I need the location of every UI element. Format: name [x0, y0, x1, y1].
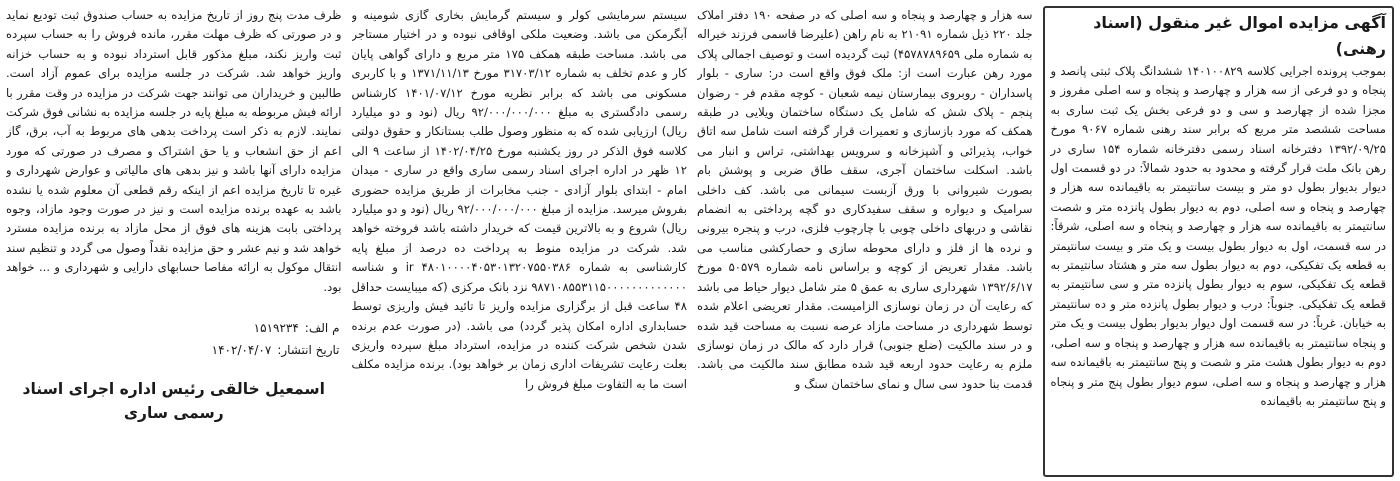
- reference-label: م الف:: [304, 321, 340, 336]
- column-3: [352, 6, 688, 477]
- reference-number: ۱۵۱۹۲۳۴: [253, 321, 299, 336]
- reference-row: [6, 317, 340, 339]
- column-1-text: بموجب پرونده اجرایی کلاسه ۱۴۰۱۰۰۸۲۹ ششدانگ پلاک ثبتی پانصد و پنجاه و دو فرعی از سه هزار و چهارصد و پنجاه و سه اصلی مفروز و مجزا شده از چهارصد و سی و دو فرعی بخش یک ثبت ساری به مساحت ششصد متر مربع که برابر سند رهنی شماره ۹۰۶۷ مورخ ۱۳۹۲/۰۹/۲۵ دفترخانه اسناد رسمی دفترخانه شماره ۱۵۴ ساری در رهن بانک ملت قرار گرفته و محدود به حدود شمالاً: در دو قسمت اول دیوار بدیوار بطول دو متر و بیست سانتیمتر به باقیمانده سه هزار و چهارصد و پنجاه و سه اصلی، دوم به دیوار بطول پانزده متر و شصت سانتیمتر به باقیمانده سه هزار و چهارصد و پنجاه و سه اصلی، شرقاً: در سه قسمت، اول به دیوار بطول بیست و یک متر و بیست سانتیمتر به قطعه یک تفکیکی، دوم به دیوار بطول سه متر و هشتاد سانتیمتر به قطعه یک تفکیکی، سوم به دیوار بطول پانزده متر و سی سانتیمتر به قطعه یک تفکیکی. جنوباً: درب و دیوار بطول پانزده متر و ده سانتیمتر به خیابان. غرباً: در سه قسمت اول دیوار بدیوار بطول بیست و یک متر و پنجاه سانتیمتر به باقیمانده سه هزار و چهارصد و پنجاه و سه اصلی، دوم به دیوار بطول هشت متر و شصت و پنج سانتیمتر به باقیمانده سه هزار و چهارصد و پنجاه و سه اصلی، سوم دیوار بطول پنج متر و پنجاه و پنج سانتیمتر به باقیمانده: [1050, 64, 1386, 408]
- column-3-text: سیستم سرمایشی کولر و سیستم گرمایش بخاری گازی شومینه و آبگرمکن می باشد. وضعیت ملکی اوقافی نبوده و در اختیار مستاجر می باشد. مساحت طبقه همکف ۱۷۵ متر مربع و دارای گواهی پایان کار و عدم تخلف به شماره ۳۱۷۰۳/۱۲ مورخ ۱۳۷۱/۱۱/۱۳ و با کاربری مسکونی می باشد که برابر نظریه مورخ ۱۴۰۱/۰۷/۱۲ کارشناس رسمی دادگستری به مبلغ ۹۲/۰۰۰/۰۰۰/۰۰۰ ریال (نود و دو میلیارد ریال) ارزیابی شده که به منظور وصول طلب بستانکار و حقوق دولتی کلاسه فوق الذکر در روز یکشنبه مورخ ۱۴۰۲/۰۴/۲۵ از ساعت ۹ الی ۱۲ ظهر در اداره اجرای اسناد رسمی ساری واقع در ساری - میدان امام - ابتدای بلوار آزادی - جنب مخابرات از طریق مزایده حضوری بفروش میرسد. مزایده از مبلغ ۹۲/۰۰۰/۰۰۰/۰۰۰ ریال (نود و دو میلیارد ریال) شروع و به بالاترین قیمت که خریدار داشته باشد فروخته خواهد شد. شرکت در مزایده منوط به پرداخت ده درصد از مبلغ پایه کارشناسی به شماره ۴۸۰۱۰۰۰۰۴۰۵۳۰۱۳۲۰۷۵۵۰۳۸۶ ir و شناسه ۹۸۷۱۰۸۵۵۳۱۱۵۰۰۰۰۰۰۰۰۰۰۰۰۰ نزد بانک مرکزی (که میبایست حداقل ۴۸ ساعت قبل از برگزاری مزایده واریز تا تائید فیش واریزی توسط حسابداری اداره امکان پذیر گردد) می باشد. (در صورت عدم برنده شدن شخص شرکت کننده در مزایده، استرداد مبلغ سپرده واریزی بعلت رعایت تشریفات اداری زمان بر خواهد بود). برنده مزایده مکلف است ما به التفاوت مبلغ فروش را: [351, 8, 687, 391]
- column-4: [6, 6, 342, 477]
- column-4-text: ظرف مدت پنج روز از تاریخ مزایده به حساب صندوق ثبت تودیع نماید و در صورتی که ظرف مهلت مقرر، مانده فروش را به حساب سپرده ثبت واریز نکند، مبلغ مذکور قابل استرداد نبوده و به حساب خزانه واریز خواهد شد. شرکت در جلسه مزایده برای عموم آزاد است. طالبین و خریداران می توانند جهت شرکت در مزایده در وقت مقرر با ارائه فیش مربوطه به مبلغ پایه در جلسه مزایده به نشانی فوق شرکت نمایند. لازم به ذکر است پرداخت بدهی های مربوط به آب، برق، گاز اعم از حق انشعاب و یا حق اشتراک و مصرف در صورتی که مورد مزایده دارای آنها باشد و نیز بدهی های مالیاتی و عوارض شهرداری و غیره تا تاریخ مزایده اعم از اینکه رقم قطعی آن معلوم شده یا نشده باشد به عهده برنده مزایده است و نیز در صورت وجود مازاد، وجوه پرداختی بابت هزینه های فوق از محل مازاد به برنده مزایده مسترد خواهد شد و نیم عشر و حق مزایده نقداً وصول می گردد و تنظیم سند انتقال موکول به ارائه مفاصا حسابهای دارایی و شهرداری و ... خواهد بود.: [6, 8, 342, 294]
- column-2: [697, 6, 1033, 477]
- notice-title: آگهی مزایده اموال غیر منقول (اسناد رهنی): [1093, 13, 1386, 58]
- column-1: [1043, 6, 1395, 477]
- signature: اسمعیل خالقی رئیس اداره اجرای اسناد رسمی ساری: [22, 380, 325, 423]
- publish-date-label: تاریخ انتشار:: [277, 343, 340, 358]
- column-2-text: سه هزار و چهارصد و پنجاه و سه اصلی که در صفحه ۱۹۰ دفتر املاک جلد ۲۲۰ ذیل شماره ۲۱۰۹۱ به نام راهن (علیرضا قاسمی فرزند خیراله به شماره ملی ۴۵۷۸۷۸۹۶۵۹) ثبت گردیده است و توصیف اجمالی پلاک مورد رهن عبارت است از: ملک فوق واقع است در: ساری - بلوار پاسداران - روبروی بیمارستان نیمه شعبان - کوچه مقدم فر - رضوان پنجم - پلاک شش که شامل یک دستگاه ساختمان ویلایی در طبقه همکف که مورد بازسازی و تعمیرات قرار گرفته است شامل سه اتاق خواب، پذیرائی و آشپزخانه و سرویس بهداشتی، تراس و انبار می باشد. اسکلت ساختمان آجری، سقف طاق ضربی و پوشش بام بصورت شیروانی با ورق آزبست سیمانی می باشد. کف داخلی سرامیک و دیواره و سقف سفیدکاری دو گچه پرداختی به انضمام نقاشی و دربهای داخلی چوبی با چارچوب فلزی، درب و پنجره بیرونی و نرده ها از فلز و دارای محوطه سازی و حصارکشی مناسب می باشد. مقدار تعریض از کوچه و براساس نامه شماره ۵۰۵۷۹ مورخ ۱۳۹۲/۶/۱۷ شهرداری ساری به عمق ۵ متر شامل دیوار حیاط می باشد که رعایت آن در زمان نوسازی الزامیست. مقدار تعریضی اعلام شده توسط شهرداری در مساحت مازاد عرصه نسبت به مساحت قید شده و در سند مالکیت (ضلع جنوبی) قرار دارد که مالک در زمان نوسازی ملزم به رعایت حدود اربعه قید شده مطابق سند مالکیت می باشد. قدمت بنا حدود سی سال و نمای ساختمان سنگ و: [697, 8, 1033, 391]
- notice-meta: [6, 317, 342, 361]
- publish-date-value: ۱۴۰۲/۰۴/۰۷: [211, 343, 272, 358]
- publish-date-row: [6, 339, 340, 361]
